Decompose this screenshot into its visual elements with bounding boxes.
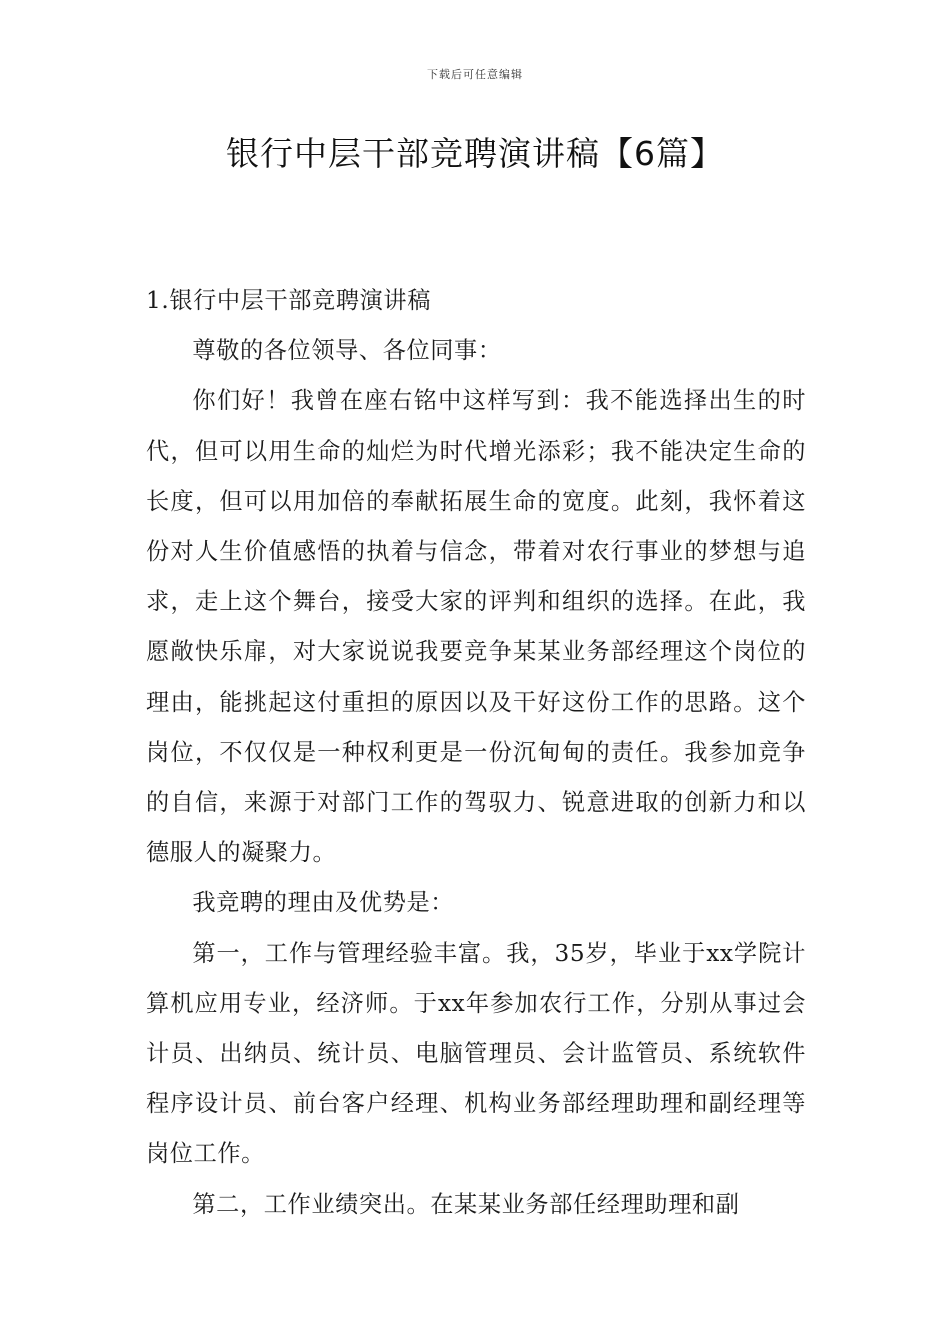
body-paragraph: 我竞聘的理由及优势是：	[192, 889, 455, 917]
header-note: 下载后可任意编辑	[427, 68, 523, 81]
section-heading: 1.银行中层干部竞聘演讲稿	[146, 287, 431, 314]
document-body	[146, 276, 806, 1230]
document-title: 银行中层干部竞聘演讲稿【6篇】	[226, 134, 724, 173]
body-paragraph: 你们好！我曾在座右铭中这样写到：我不能选择出生的时代，但可以用生命的灿烂为时代增光添彩；我不能决定生命的长度，但可以用加倍的奉献拓展生命的宽度。此刻，我怀着这份对人生价值感悟的执着与信念，带着对农行事业的梦想与追求，走上这个舞台，接受大家的评判和组织的选择。在此，我愿敞快乐扉，对大家说说我要竞争某某业务部经理这个岗位的理由，能挑起这付重担的原因以及干好这份工作的思路。这个岗位，不仅仅是一种权利更是一份沉甸甸的责任。我参加竞争的自信，来源于对部门工作的驾驭力、锐意进取的创新力和以德服人的凝聚力。	[146, 387, 806, 867]
body-paragraph: 第一，工作与管理经验丰富。我，35岁，毕业于xx学院计算机应用专业，经济师。于xx年参加农行工作，分别从事过会计员、出纳员、统计员、电脑管理员、会计监管员、系统软件程序设计员、前台客户经理、机构业务部经理助理和副经理等岗位工作。	[146, 939, 806, 1168]
salutation-paragraph: 尊敬的各位领导、各位同事：	[192, 337, 502, 365]
body-paragraph: 第二，工作业绩突出。在某某业务部任经理助理和副	[192, 1190, 740, 1218]
